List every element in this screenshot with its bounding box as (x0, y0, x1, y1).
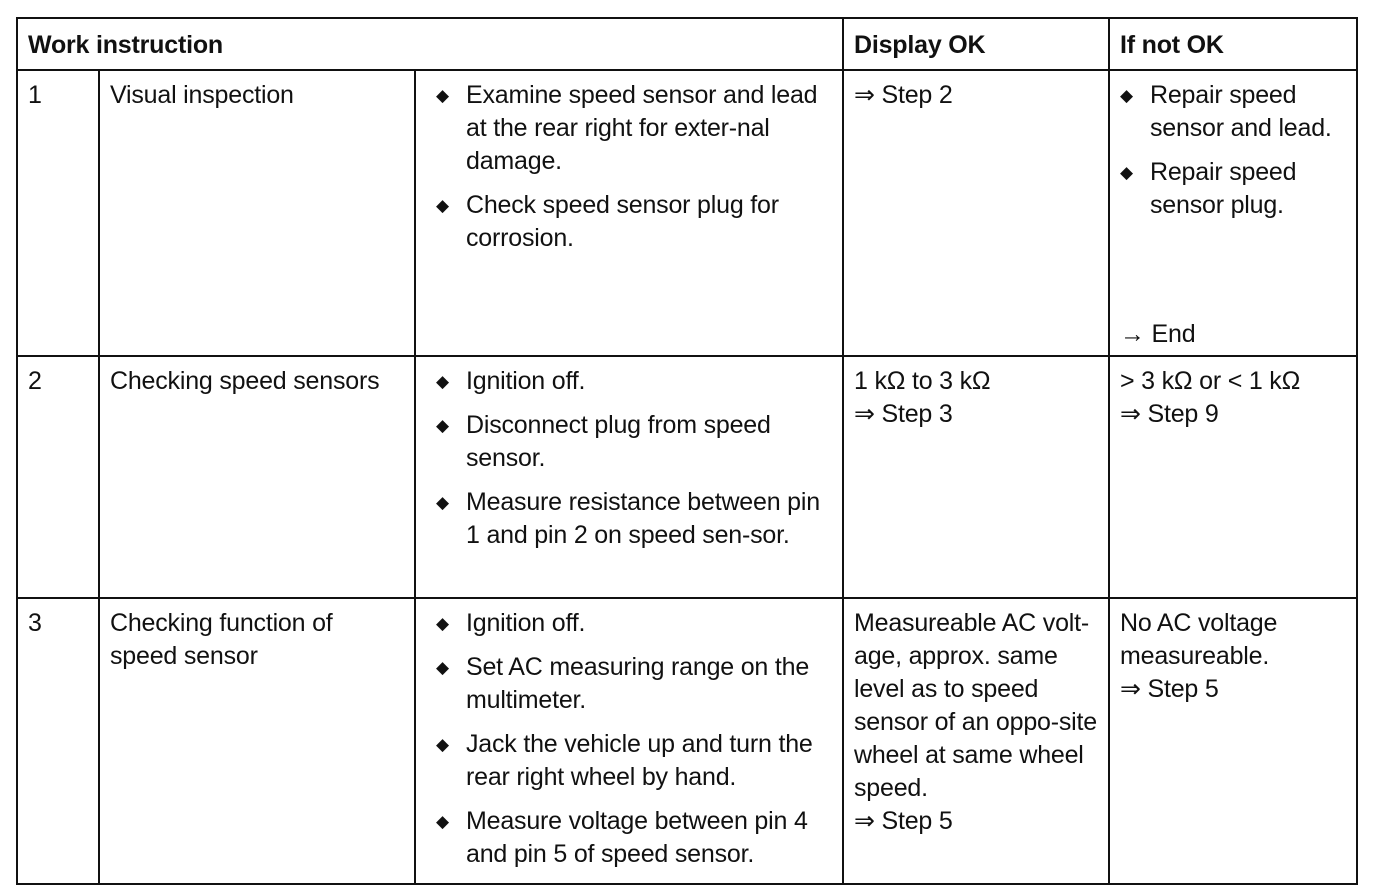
diamond-bullet-icon: ◆ (436, 658, 449, 677)
if-not-ok-cell (1109, 598, 1357, 884)
display-ok-text: 1 kΩ to 3 kΩ (854, 367, 991, 395)
table-row (17, 70, 1357, 356)
if-not-ok-next-step: ⇒ Step 5 (1120, 675, 1219, 703)
if-not-ok-cell (1109, 70, 1357, 356)
display-ok-text: Measureable AC volt-age, approx. same level as to speed sensor of an oppo-site wheel at same wheel speed. (854, 609, 1097, 802)
list-item: ◆ Set AC measuring range on the multimeter. (436, 653, 810, 714)
if-not-ok-next-step: ⇒ Step 9 (1120, 400, 1219, 428)
if-not-ok-text: > 3 kΩ or < 1 kΩ (1120, 367, 1301, 395)
display-ok-cell (843, 356, 1109, 598)
if-not-ok-text: No AC voltage measureable. (1120, 609, 1278, 670)
step-instructions (415, 356, 843, 598)
step-title: Checking function of speed sensor (99, 598, 415, 884)
table-row (17, 356, 1357, 598)
step-instructions (415, 598, 843, 884)
step-instructions (415, 70, 843, 356)
header-work-instruction: Work instruction (17, 18, 843, 70)
step-title: Checking speed sensors (99, 356, 415, 598)
diamond-bullet-icon: ◆ (436, 416, 449, 435)
work-instruction-sheet (16, 17, 1356, 885)
list-item: ◆ Jack the vehicle up and turn the rear right wheel by hand. (436, 730, 813, 791)
list-item: ◆ Measure resistance between pin 1 and pin 2 on speed sen-sor. (436, 488, 820, 549)
diamond-bullet-icon: ◆ (436, 372, 449, 391)
display-ok-next-step: ⇒ Step 5 (854, 807, 953, 835)
display-ok-cell (843, 70, 1109, 356)
step-number: 2 (17, 356, 99, 598)
header-display-ok: Display OK (843, 18, 1109, 70)
diamond-bullet-icon: ◆ (436, 86, 449, 105)
diamond-bullet-icon: ◆ (436, 735, 449, 754)
display-ok-text: ⇒ Step 2 (854, 81, 953, 109)
table-row (17, 598, 1357, 884)
diamond-bullet-icon: ◆ (436, 614, 449, 633)
end-text: → End (1120, 320, 1196, 348)
diamond-bullet-icon: ◆ (436, 812, 449, 831)
diamond-bullet-icon: ◆ (1120, 163, 1133, 182)
list-item: ◆ Check speed sensor plug for corrosion. (436, 191, 779, 252)
step-number: 3 (17, 598, 99, 884)
diamond-bullet-icon: ◆ (1120, 86, 1133, 105)
list-item: ◆ Repair speed sensor plug. (1120, 158, 1297, 219)
step-title: Visual inspection (99, 70, 415, 356)
if-not-ok-cell (1109, 356, 1357, 598)
list-item: ◆ Ignition off. (426, 365, 834, 398)
display-ok-cell (843, 598, 1109, 884)
display-ok-next-step: ⇒ Step 3 (854, 400, 953, 428)
header-if-not-ok: If not OK (1109, 18, 1357, 70)
list-item: ◆ Ignition off. (426, 607, 834, 640)
diamond-bullet-icon: ◆ (436, 196, 449, 215)
step-number: 1 (17, 70, 99, 356)
work-instruction-table (16, 17, 1358, 885)
list-item: ◆ Examine speed sensor and lead at the rear right for exter-nal damage. (436, 81, 818, 175)
list-item: ◆ Disconnect plug from speed sensor. (436, 411, 771, 472)
table-header-row (17, 18, 1357, 70)
list-item: ◆ Repair speed sensor and lead. (1120, 81, 1332, 142)
diamond-bullet-icon: ◆ (436, 493, 449, 512)
list-item: ◆ Measure voltage between pin 4 and pin 5 of speed sensor. (436, 807, 808, 868)
